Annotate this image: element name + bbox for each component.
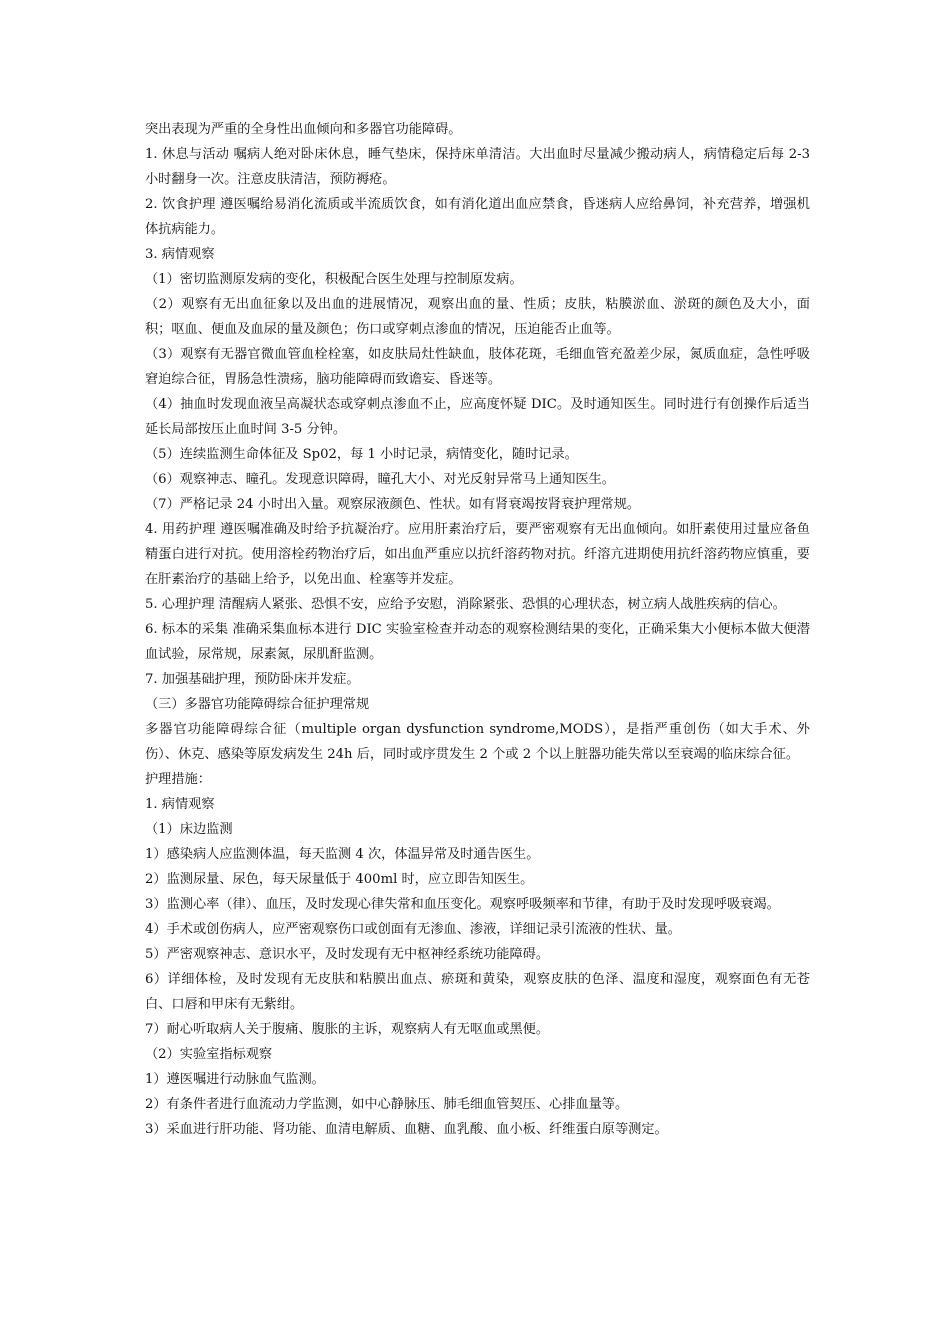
paragraph-observation-4: （4）抽血时发现血液呈高凝状态或穿刺点渗血不止，应高度怀疑 DIC。及时通知医生。同时进行有创操作后适当延长局部按压止血时间 3-5 分钟。 bbox=[145, 397, 810, 437]
paragraph-observation-6: （6）观察神志、瞳孔。发现意识障碍，瞳孔大小、对光反射异常马上通知医生。 bbox=[145, 472, 615, 487]
heading-condition-observation: 1. 病情观察 bbox=[145, 797, 215, 812]
list-item-bedside-4: 4）手术或创伤病人，应严密观察伤口或创面有无渗血、渗液，详细记录引流液的性状、量。 bbox=[145, 922, 681, 937]
paragraph-diet-care: 2. 饮食护理 遵医嘱给易消化流质或半流质饮食，如有消化道出血应禁食，昏迷病人应给鼻饲，补充营养，增强机体抗病能力。 bbox=[145, 197, 810, 237]
paragraph-mods-definition: 多器官功能障碍综合征（multiple organ dysfunction syndrome,MODS），是指严重创伤（如大手术、外伤）、休克、感染等原发病发生 24h 后，同时或序贯发生 2 个或 2 个以上脏器功能失常以至衰竭的临床综合征。 bbox=[145, 722, 810, 762]
paragraph-medication-care: 4. 用药护理 遵医嘱准确及时给予抗凝治疗。应用肝素治疗后，要严密观察有无出血倾向。如肝素使用过量应备鱼精蛋白进行对抗。使用溶栓药物治疗后，如出血严重应以抗纤溶药物对抗。纤溶亢进期使用抗纤溶药物应慎重，要在肝素治疗的基础上给予，以免出血、栓塞等并发症。 bbox=[145, 522, 810, 587]
heading-bedside-monitoring: （1）床边监测 bbox=[145, 822, 233, 837]
heading-care-measures: 护理措施： bbox=[145, 772, 211, 787]
paragraph-specimen-collection: 6. 标本的采集 准确采集血标本进行 DIC 实验室检查并动态的观察检测结果的变化，正确采集大小便标本做大便潜血试验，尿常规，尿素氮，尿肌酐监测。 bbox=[145, 622, 810, 662]
paragraph-observation-1: （1）密切监测原发病的变化，积极配合医生处理与控制原发病。 bbox=[145, 272, 523, 287]
list-item-lab-3: 3）采血进行肝功能、肾功能、血清电解质、血糖、血乳酸、血小板、纤维蛋白原等测定。 bbox=[145, 1122, 668, 1137]
list-item-lab-1: 1）遵医嘱进行动脉血气监测。 bbox=[145, 1072, 325, 1087]
heading-observation: 3. 病情观察 bbox=[145, 247, 215, 262]
list-item-bedside-5: 5）严密观察神志、意识水平，及时发现有无中枢神经系统功能障碍。 bbox=[145, 947, 550, 962]
list-item-bedside-2: 2）监测尿量、尿色，每天尿量低于 400ml 时，应立即告知医生。 bbox=[145, 872, 534, 887]
list-item-lab-2: 2）有条件者进行血流动力学监测，如中心静脉压、肺毛细血管契压、心排血量等。 bbox=[145, 1097, 629, 1112]
heading-mods-care: （三）多器官功能障碍综合征护理常规 bbox=[145, 697, 370, 712]
document-page bbox=[145, 117, 810, 1142]
paragraph-basic-care: 7. 加强基础护理，预防卧床并发症。 bbox=[145, 672, 360, 687]
list-item-bedside-1: 1）感染病人应监测体温，每天监测 4 次，体温异常及时通告医生。 bbox=[145, 847, 540, 862]
paragraph-intro: 突出表现为严重的全身性出血倾向和多器官功能障碍。 bbox=[145, 122, 462, 137]
list-item-bedside-6: 6）详细体检，及时发现有无皮肤和粘膜出血点、瘀斑和黄染，观察皮肤的色泽、温度和湿度，观察面色有无苍白、口唇和甲床有无紫绀。 bbox=[145, 972, 810, 1012]
paragraph-observation-3: （3）观察有无器官微血管血栓栓塞，如皮肤局灶性缺血，肢体花斑，毛细血管充盈差少尿，氮质血症，急性呼吸窘迫综合征，胃肠急性溃疡，脑功能障碍而致谵妄、昏迷等。 bbox=[145, 347, 810, 387]
list-item-bedside-3: 3）监测心率（律）、血压，及时发现心律失常和血压变化。观察呼吸频率和节律，有助于及时发现呼吸衰竭。 bbox=[145, 897, 780, 912]
paragraph-psych-care: 5. 心理护理 清醒病人紧张、恐惧不安，应给予安慰，消除紧张、恐惧的心理状态，树立病人战胜疾病的信心。 bbox=[145, 597, 786, 612]
paragraph-observation-2: （2）观察有无出血征象以及出血的进展情况，观察出血的量、性质；皮肤，粘膜淤血、淤斑的颜色及大小，面积；呕血、便血及血尿的量及颜色；伤口或穿刺点渗血的情况，压迫能否止血等。 bbox=[145, 297, 810, 337]
heading-lab-indicators: （2）实验室指标观察 bbox=[145, 1047, 273, 1062]
paragraph-rest-activity: 1. 休息与活动 嘱病人绝对卧床休息，睡气垫床，保持床单清洁。大出血时尽量减少搬动病人，病情稳定后每 2-3 小时翻身一次。注意皮肤清洁，预防褥疮。 bbox=[145, 147, 810, 187]
paragraph-observation-7: （7）严格记录 24 小时出入量。观察尿液颜色、性状。如有肾衰竭按肾衰护理常规。 bbox=[145, 497, 641, 512]
list-item-bedside-7: 7）耐心听取病人关于腹痛、腹胀的主诉，观察病人有无呕血或黑便。 bbox=[145, 1022, 550, 1037]
paragraph-observation-5: （5）连续监测生命体征及 Sp02，每 1 小时记录，病情变化，随时记录。 bbox=[145, 447, 578, 462]
